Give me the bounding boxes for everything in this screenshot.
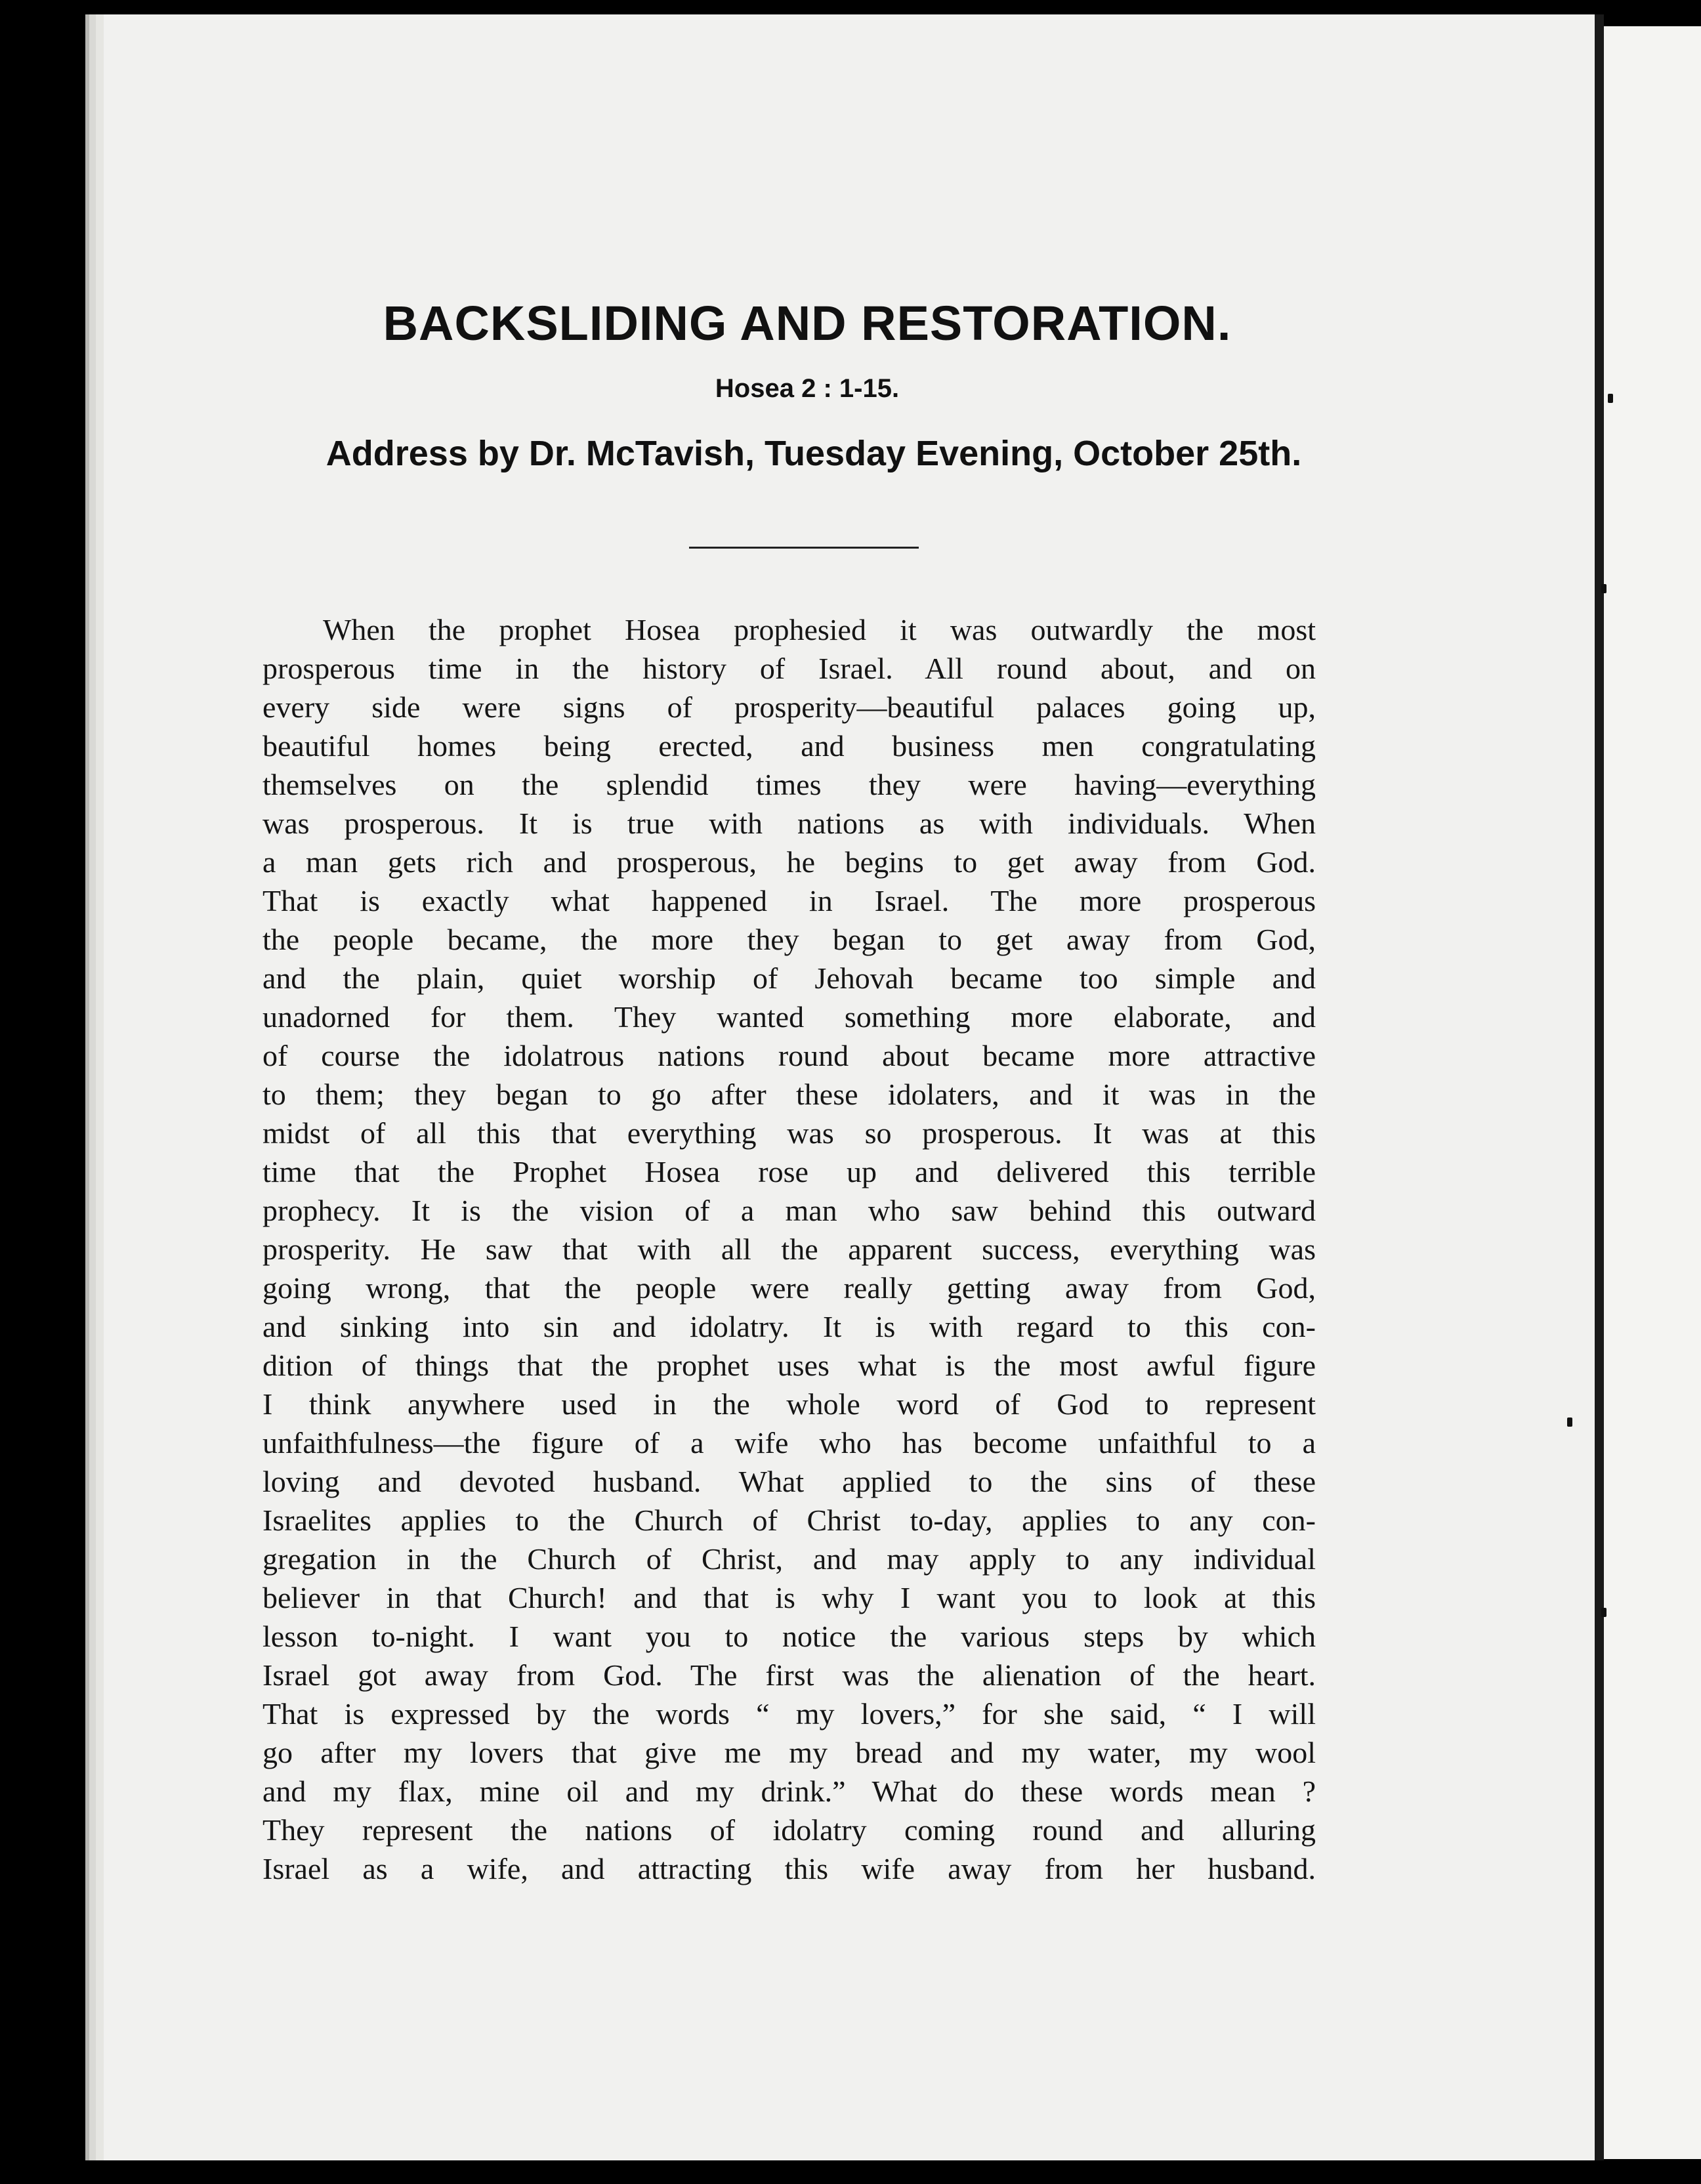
page-gutter: [1595, 14, 1604, 2160]
text-line: Israel got away from God. The first was the alienation of the heart.: [262, 1658, 1316, 1692]
text-line: prosperity. He saw that with all the apparent success, everything was: [262, 1232, 1316, 1266]
text-line: and the plain, quiet worship of Jehovah became too simple and: [262, 961, 1316, 995]
text-line: prophecy. It is the vision of a man who saw behind this outward: [262, 1194, 1316, 1227]
scan-speck: [1601, 1608, 1606, 1617]
text-line: the people became, the more they began to get away from God,: [262, 923, 1316, 956]
scan-speck: [1608, 394, 1613, 403]
text-line: going wrong, that the people were really getting away from God,: [262, 1271, 1316, 1305]
text-line: That is expressed by the words “ my lovers,” for she said, “ I will: [262, 1697, 1316, 1731]
text-line: go after my lovers that give me my bread and my water, my wool: [262, 1736, 1316, 1769]
text-line: That is exactly what happened in Israel. The more prosperous: [262, 884, 1316, 917]
text-line: was prosperous. It is true with nations as with individuals. When: [262, 807, 1316, 840]
text-line: themselves on the splendid times they were having—everything: [262, 768, 1316, 801]
text-line: and my flax, mine oil and my drink.” What do these words mean ?: [262, 1774, 1316, 1808]
text-line: believer in that Church! and that is why I want you to look at this: [262, 1581, 1316, 1614]
text-line: prosperous time in the history of Israel. All round about, and on: [262, 652, 1316, 685]
divider-rule: [689, 547, 919, 549]
text-line: dition of things that the prophet uses what is the most awful figure: [262, 1349, 1316, 1382]
address-subtitle: Address by Dr. McTavish, Tuesday Evening, October 25th.: [326, 434, 1302, 473]
text-line: a man gets rich and prosperous, he begins to get away from God.: [262, 845, 1316, 879]
text-line: When the prophet Hosea prophesied it was outwardly the most: [323, 613, 1316, 646]
body-text: [262, 610, 1316, 1888]
text-line: loving and devoted husband. What applied to the sins of these: [262, 1465, 1316, 1498]
page-title: BACKSLIDING AND RESTORATION.: [383, 296, 1232, 350]
scripture-reference: Hosea 2 : 1-15.: [715, 374, 900, 403]
text-line: I think anywhere used in the whole word of God to represent: [262, 1387, 1316, 1421]
text-line: They represent the nations of idolatry coming round and alluring: [262, 1813, 1316, 1847]
text-line: midst of all this that everything was so prosperous. It was at this: [262, 1116, 1316, 1150]
facing-page-edge: [1604, 26, 1701, 2159]
text-line: beautiful homes being erected, and business men congratulating: [262, 729, 1316, 763]
scan-speck: [1601, 584, 1606, 593]
text-line: of course the idolatrous nations round about became more attractive: [262, 1039, 1316, 1072]
text-line: to them; they began to go after these idolaters, and it was in the: [262, 1078, 1316, 1111]
text-line: unadorned for them. They wanted something more elaborate, and: [262, 1000, 1316, 1034]
text-line: and sinking into sin and idolatry. It is with regard to this con-: [262, 1310, 1316, 1343]
text-line: unfaithfulness—the figure of a wife who has become unfaithful to a: [262, 1426, 1316, 1460]
text-line: time that the Prophet Hosea rose up and delivered this terrible: [262, 1155, 1316, 1188]
text-line: Israel as a wife, and attracting this wife away from her husband.: [262, 1852, 1316, 1885]
text-line: every side were signs of prosperity—beautiful palaces going up,: [262, 690, 1316, 724]
text-line: lesson to-night. I want you to notice the various steps by which: [262, 1620, 1316, 1653]
text-line: Israelites applies to the Church of Christ to-day, applies to any con-: [262, 1503, 1316, 1537]
scan-speck: [1567, 1418, 1572, 1427]
text-line: gregation in the Church of Christ, and may apply to any individual: [262, 1542, 1316, 1576]
